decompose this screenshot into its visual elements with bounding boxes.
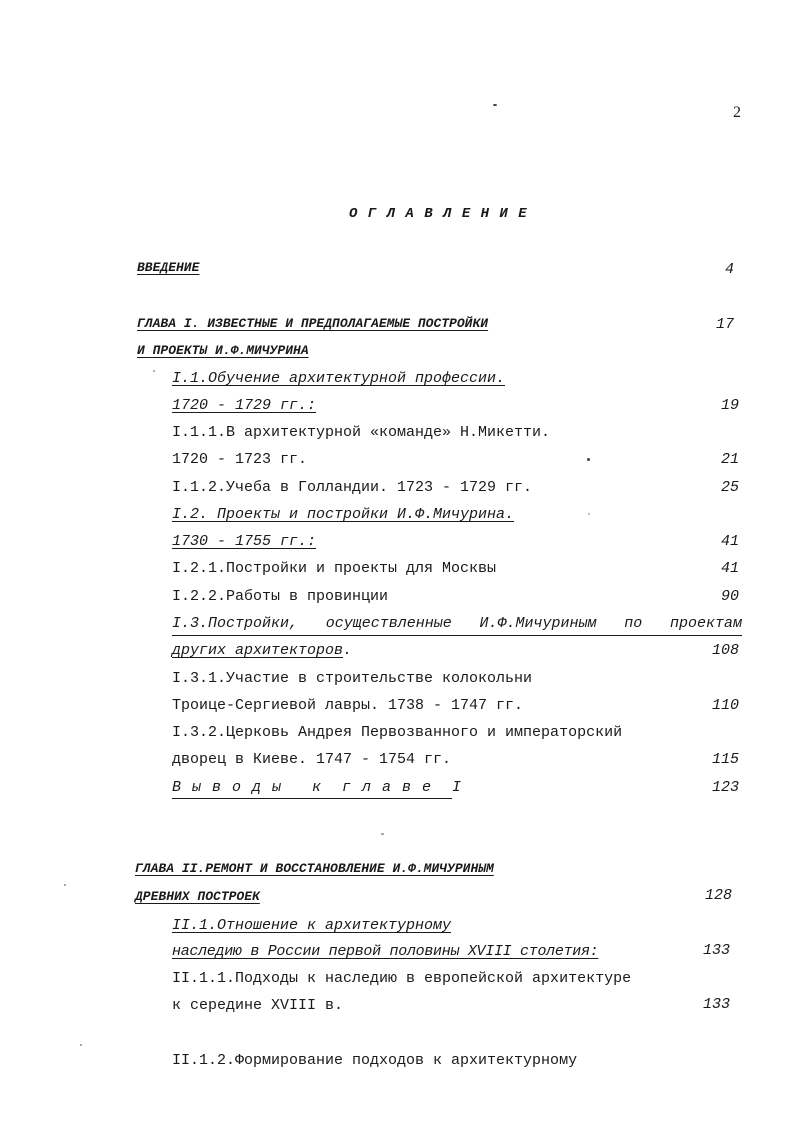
toc-ch2-page: 128 (704, 887, 732, 904)
toc-s1-2-1-page: 41 (720, 560, 739, 577)
toc-s1-1-2-line1: I.1.2.Учеба в Голландии. 1723 - 1729 гг. (172, 479, 533, 496)
page-number: 2 (733, 104, 741, 121)
scan-speck (381, 833, 384, 835)
scan-speck (153, 370, 155, 372)
toc-s1-3-1-line1: I.3.1.Участие в строительстве колокольни (172, 670, 533, 687)
toc-ch1-line1: ГЛАВА I. ИЗВЕСТНЫЕ И ПРЕДПОЛАГАЕМЫЕ ПОСТРОЙКИ (137, 316, 489, 331)
toc-s1-2-line2: 1730 - 1755 гг.: (172, 533, 317, 550)
toc-s1-3-1-page: 110 (711, 697, 739, 714)
toc-s1-1-page: 19 (720, 397, 739, 414)
toc-conclusions-page: 123 (711, 779, 739, 796)
toc-s1-2-1-line1: I.2.1.Постройки и проекты для Москвы (172, 560, 497, 577)
toc-s1-2-2-page: 90 (720, 588, 739, 605)
page-title: О Г Л А В Л Е Н И Е (349, 206, 528, 222)
toc-s1-3-page: 108 (711, 642, 739, 659)
toc-conclusions-underline (172, 798, 452, 799)
toc-s1-1-1-line1: I.1.1.В архитектурной «команде» Н.Микетти. (172, 424, 551, 441)
scan-speck (493, 104, 497, 106)
toc-s1-3-word: по (624, 615, 643, 632)
toc-intro-page: 4 (724, 261, 734, 278)
toc-s1-3-word: И.Ф.Мичуриным (479, 615, 597, 632)
toc-intro-label: ВВЕДЕНИЕ (137, 260, 200, 275)
toc-s1-3-line1 (172, 615, 742, 633)
toc-conclusions-label: В ы в о д ы к г л а в е I (172, 779, 463, 796)
toc-s1-1-2-page: 25 (720, 479, 739, 496)
toc-s1-3-underline (172, 635, 742, 636)
toc-s2-1-page: 133 (702, 942, 730, 959)
toc-s1-2-page: 41 (720, 533, 739, 550)
toc-s1-3-line2-tail: . (343, 642, 353, 659)
toc-s1-1-1-page: 21 (720, 451, 739, 468)
scan-speck (80, 1044, 82, 1046)
toc-ch1-line2: И ПРОЕКТЫ И.Ф.МИЧУРИНА (137, 343, 309, 358)
toc-s1-3-line2 (172, 642, 352, 660)
toc-ch1-page: 17 (715, 316, 734, 333)
scan-speck (64, 884, 66, 886)
toc-s1-3-line2-text: других архитекторов (172, 642, 344, 659)
toc-s2-1-1-line2: к середине XVIII в. (172, 997, 344, 1014)
toc-s1-1-1-line2: 1720 - 1723 гг. (172, 451, 308, 468)
toc-s2-1-2-line1: II.1.2.Формирование подходов к архитектурному (172, 1052, 578, 1069)
toc-ch2-line1: ГЛАВА II.РЕМОНТ И ВОССТАНОВЛЕНИЕ И.Ф.МИЧУРИНЫМ (135, 861, 494, 876)
toc-s2-1-line2: наследию в России первой половины XVIII столетия: (172, 943, 599, 960)
toc-s2-1-1-page: 133 (702, 996, 730, 1013)
toc-s1-1-line2: 1720 - 1729 гг.: (172, 397, 317, 414)
scan-speck (587, 458, 590, 461)
toc-s1-1-line1: I.1.Обучение архитектурной профессии. (172, 370, 506, 387)
toc-s1-3-2-line2: дворец в Киеве. 1747 - 1754 гг. (172, 751, 452, 768)
toc-s2-1-1-line1: II.1.1.Подходы к наследию в европейской архитектуре (172, 970, 632, 987)
toc-s1-3-1-line2: Троице-Сергиевой лавры. 1738 - 1747 гг. (172, 697, 524, 714)
toc-s1-3-2-page: 115 (711, 751, 739, 768)
toc-s1-3-word: I.3.Постройки, (172, 615, 299, 632)
toc-s1-2-line1: I.2. Проекты и постройки И.Ф.Мичурина. (172, 506, 515, 523)
toc-s1-3-word: осуществленные (325, 615, 452, 632)
toc-s1-3-word: проектам (669, 615, 742, 632)
toc-ch2-line2: ДРЕВНИХ ПОСТРОЕК (135, 889, 260, 904)
toc-s1-3-2-line1: I.3.2.Церковь Андрея Первозванного и императорский (172, 724, 623, 741)
toc-s1-2-2-line1: I.2.2.Работы в провинции (172, 588, 389, 605)
scan-speck (588, 513, 590, 515)
toc-s2-1-line1: II.1.Отношение к архитектурному (172, 917, 452, 934)
